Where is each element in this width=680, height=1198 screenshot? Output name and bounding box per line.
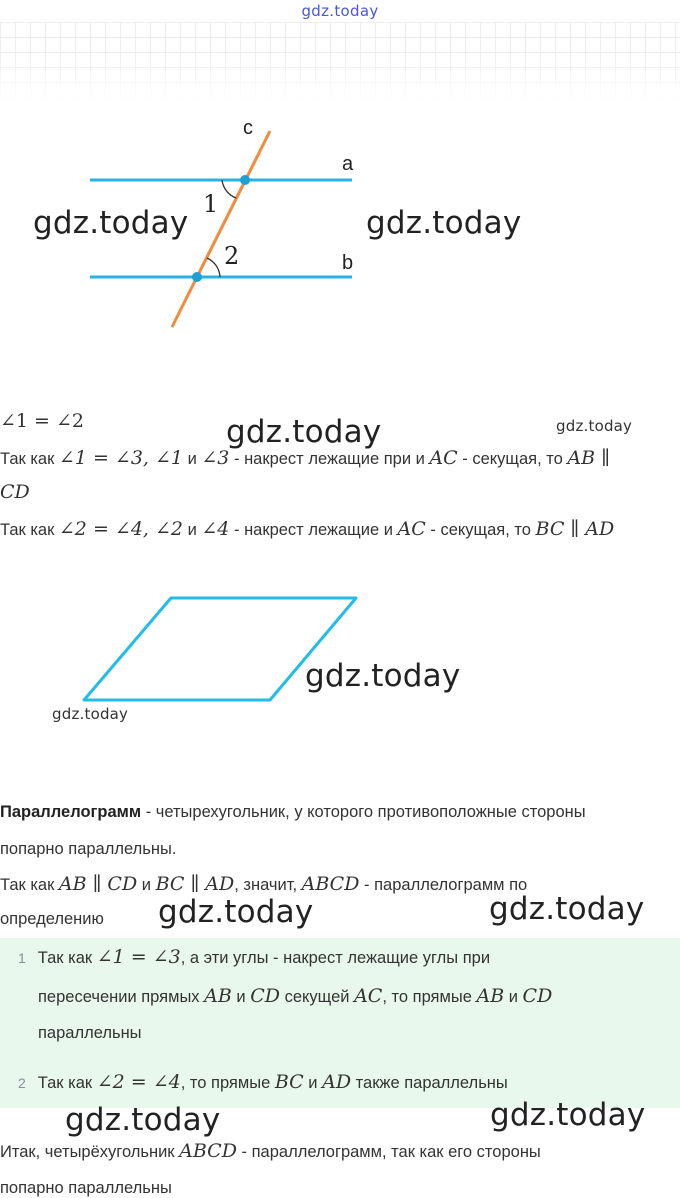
angle-1-label: 1 (203, 190, 219, 218)
watermark: gdz.today (490, 1097, 646, 1133)
angle-2-arc (207, 258, 220, 277)
intersection-point-a (240, 175, 250, 185)
angle-1-arc (222, 180, 236, 198)
equation-angles: ∠1 = ∠2 (0, 410, 85, 432)
watermark: gdz.today (366, 205, 522, 241)
text-line-cd: CD (0, 481, 30, 503)
label-c: c (243, 117, 253, 139)
conclusion-line-2: определению (0, 910, 104, 928)
watermark: gdz.today (52, 705, 129, 723)
angle-2-label: 2 (224, 242, 240, 270)
list-item-1-line-3: параллельны (38, 1024, 142, 1042)
label-a: a (342, 153, 354, 175)
list-item-1-line-2: пересечении прямых AB и CD секущей AC, то прямые AB и CD (38, 985, 553, 1007)
watermark-top: gdz.today (301, 2, 379, 20)
watermark: gdz.today (489, 891, 645, 927)
final-conclusion-line: Итак, четырёхугольник ABCD - параллелограмм, так как его стороны (0, 1140, 541, 1162)
watermark: gdz.today (556, 417, 633, 435)
watermark: gdz.today (65, 1102, 221, 1138)
parallelogram-figure (0, 580, 680, 720)
grid-fade (0, 22, 680, 102)
list-item-2: 2 Так как ∠2 = ∠4, то прямые BC и AD также параллельны (18, 1071, 508, 1093)
final-conclusion-cut-line: попарно параллельны (0, 1179, 172, 1197)
list-item-1-line-1: 1 Так как ∠1 = ∠3, а эти углы - накрест лежащие углы при (18, 946, 491, 968)
conclusion-line-1: Так как AB ∥ CD и BC ∥ AD, значит, ABCD - параллелограмм по (0, 873, 528, 895)
watermark: gdz.today (305, 658, 461, 694)
watermark: gdz.today (33, 205, 189, 241)
intersection-point-b (192, 272, 202, 282)
text-line-bc-parallel: Так как ∠2 = ∠4, ∠2 и ∠4 - накрест лежащие и AC - секущая, то BC ∥ AD (0, 518, 615, 540)
label-b: b (342, 252, 354, 274)
definition-line-1: Параллелограмм - четырехугольник, у которого противоположные стороны (0, 803, 586, 821)
watermark: gdz.today (226, 414, 382, 450)
text-line-ab-parallel: Так как ∠1 = ∠3, ∠1 и ∠3 - накрест лежащие при и AC - секущая, то AB ∥ (0, 447, 610, 469)
watermark: gdz.today (158, 894, 314, 930)
definition-line-2: попарно параллельны. (0, 840, 177, 858)
